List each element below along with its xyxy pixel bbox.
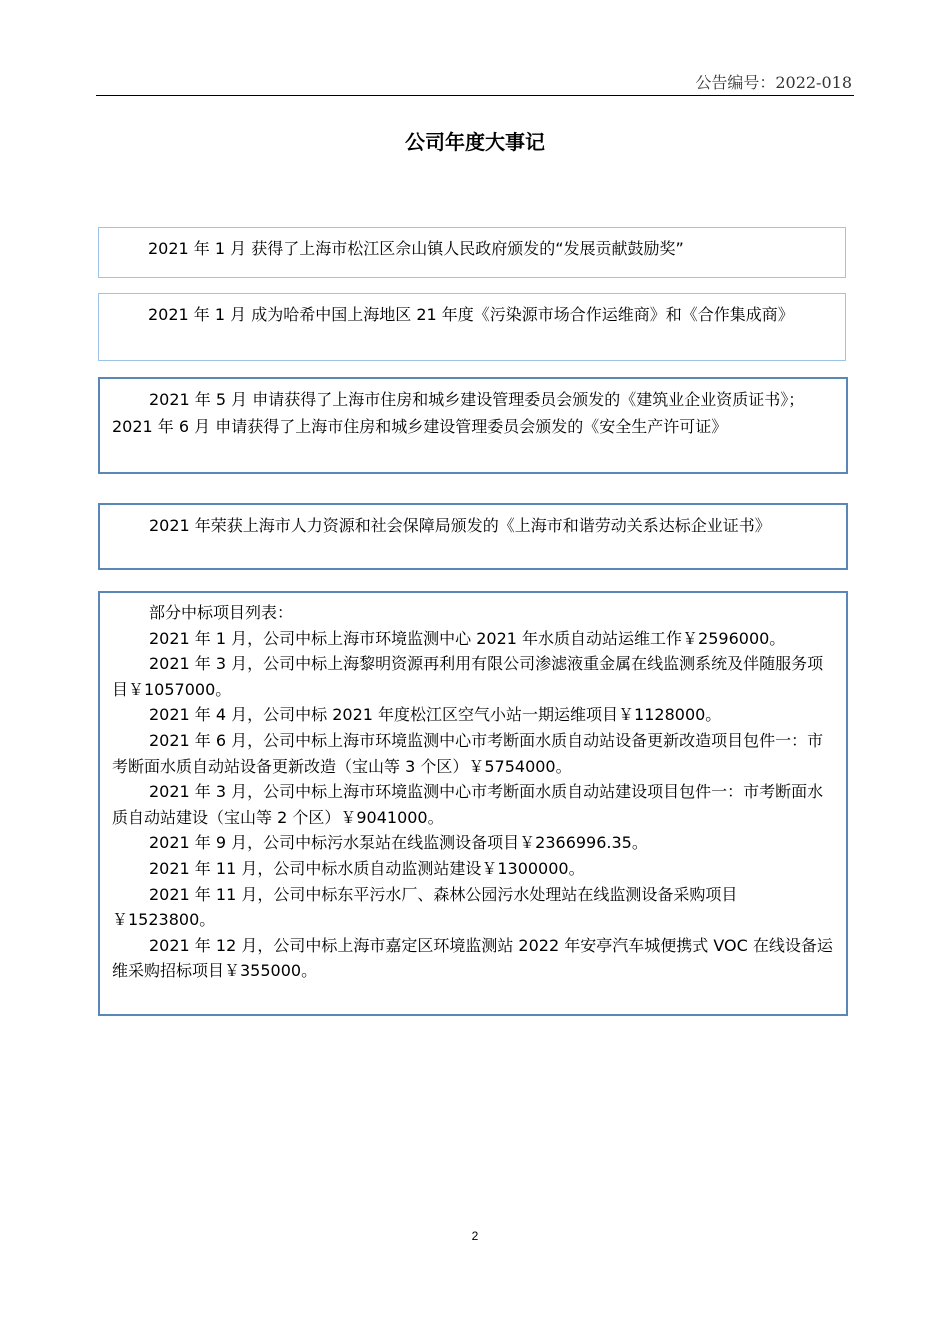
page-number: 2: [471, 1229, 479, 1243]
bid-item: 2021 年 11 月，公司中标水质自动监测站建设￥1300000。: [149, 858, 585, 878]
event-text: 2021 年 5 月 申请获得了上海市住房和城乡建设管理委员会颁发的《建筑业企业资质证书》； 2021 年 6 月 申请获得了上海市住房和城乡建设管理委员会颁发的《安全生产许可证》: [112, 390, 805, 436]
announcement-code: 公告编号：2022-018: [695, 73, 852, 92]
event-box-labor-award: [98, 503, 848, 570]
bid-item: 2021 年 3 月，公司中标上海黎明资源再利用有限公司渗滤液重金属在线监测系统及伴随服务项目￥1057000。: [112, 654, 824, 699]
bids-box: [98, 591, 848, 1016]
header-divider: [96, 95, 854, 96]
event-text: 2021 年荣获上海市人力资源和社会保障局颁发的《上海市和谐劳动关系达标企业证书》: [149, 516, 771, 535]
page-title: 公司年度大事记: [405, 130, 545, 154]
bid-item: 2021 年 11 月，公司中标东平污水厂、森林公园污水处理站在线监测设备采购项目￥1523800。: [112, 884, 738, 930]
bid-item: 2021 年 1 月，公司中标上海市环境监测中心 2021 年水质自动站运维工作￥2596000。: [149, 628, 786, 648]
event-box-award: [98, 227, 846, 278]
bid-item: 2021 年 12 月，公司中标上海市嘉定区环境监测站 2022 年安亭汽车城便携式 VOC 在线设备运维采购招标项目￥355000。: [112, 935, 833, 981]
bid-item: 2021 年 9 月，公司中标污水泵站在线监测设备项目￥2366996.35。: [149, 833, 648, 853]
bid-item: 2021 年 4 月，公司中标 2021 年度松江区空气小站一期运维项目￥1128000。: [149, 705, 722, 725]
bids-heading: 部分中标项目列表：: [149, 603, 294, 622]
bid-item: 2021 年 6 月，公司中标上海市环境监测中心市考断面水质自动站设备更新改造项目包件一：市考断面水质自动站设备更新改造（宝山等 3 个区）￥5754000。: [112, 730, 824, 776]
event-box-certificates: [98, 377, 848, 474]
event-text: 2021 年 1 月 获得了上海市松江区佘山镇人民政府颁发的“发展贡献鼓励奖”: [148, 239, 684, 258]
bid-item: 2021 年 3 月，公司中标上海市环境监测中心市考断面水质自动站建设项目包件一：市考断面水质自动站建设（宝山等 2 个区）￥9041000。: [112, 782, 824, 827]
event-text: 2021 年 1 月 成为哈希中国上海地区 21 年度《污染源市场合作运维商》和《合作集成商》: [148, 305, 794, 324]
event-box-partner: [98, 293, 846, 361]
